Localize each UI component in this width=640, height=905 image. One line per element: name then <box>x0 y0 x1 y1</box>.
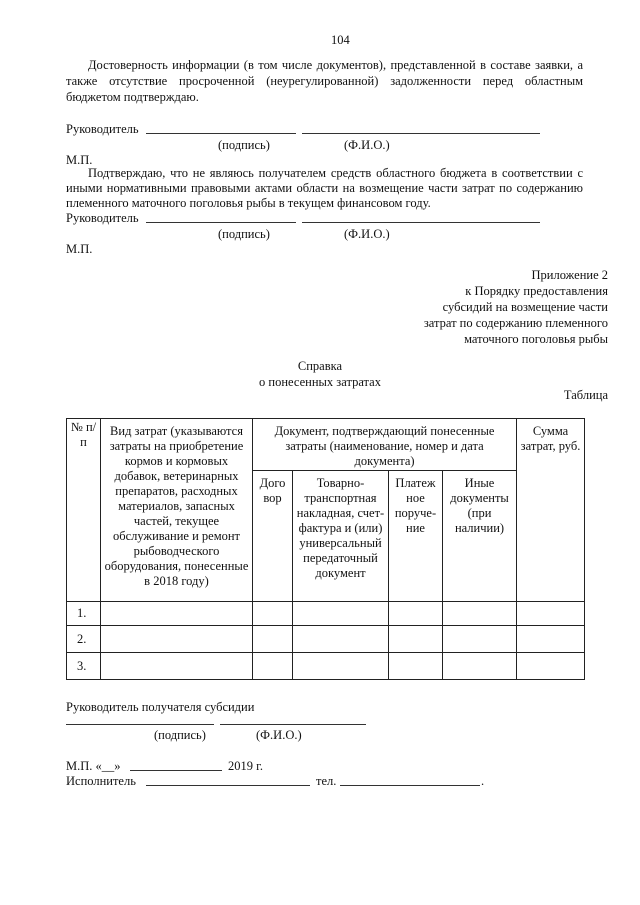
subheader-contract: Дого вор <box>253 471 293 602</box>
paragraph-line: Подтверждаю, что не являюсь получателем средств областного бюджета в соответствии с <box>88 166 583 180</box>
paragraph-line: Достоверность информации (в том числе документов), представленной в составе заявки, а <box>88 58 583 72</box>
table-row <box>67 653 585 680</box>
document-subtitle: о понесенных затратах <box>259 375 381 389</box>
header-document: Документ, подтверждающий понесенные затраты (наименование, номер и дата документа) <box>253 419 517 471</box>
paragraph-line: также отсутствие просроченной (неурегулированной) задолженности перед областным <box>66 74 583 88</box>
table-label: Таблица <box>563 388 608 402</box>
table-row <box>67 602 585 626</box>
executor-line[interactable] <box>146 785 310 786</box>
header-sum: Сумма затрат, руб. <box>517 419 585 602</box>
stamp-place-label: М.П. <box>66 153 93 167</box>
fio-caption: (Ф.И.О.) <box>344 227 390 241</box>
executor-label: Исполнитель <box>66 774 136 788</box>
table-cell[interactable] <box>293 602 389 626</box>
subheader-payment-order: Платеж ное поруче-ние <box>389 471 443 602</box>
end-dot: . <box>481 774 485 788</box>
year-label: 2019 г. <box>228 759 263 773</box>
fio-caption: (Ф.И.О.) <box>256 728 302 742</box>
table-cell[interactable] <box>253 653 293 680</box>
fio-line[interactable] <box>220 724 366 725</box>
paragraph-line: иными нормативными правовыми актами области на возмещение части затрат по содержанию <box>66 181 583 195</box>
table-cell[interactable] <box>253 602 293 626</box>
recipient-head-label: Руководитель получателя субсидии <box>66 700 255 714</box>
stamp-place-label: М.П. <box>66 242 93 256</box>
phone-line[interactable] <box>340 785 480 786</box>
signature-line[interactable] <box>146 222 296 223</box>
phone-label: тел. <box>316 774 337 788</box>
expenses-table <box>66 418 585 680</box>
fio-line[interactable] <box>302 133 540 134</box>
table-cell[interactable] <box>517 653 585 680</box>
signature-head-label: Руководитель <box>66 122 139 136</box>
table-cell[interactable] <box>517 626 585 653</box>
stamp-date-label: М.П. «__» <box>66 759 121 773</box>
signature-line[interactable] <box>66 724 214 725</box>
signature-line[interactable] <box>146 133 296 134</box>
table-cell[interactable] <box>389 653 443 680</box>
table-row <box>67 626 585 653</box>
table-cell[interactable] <box>293 653 389 680</box>
table-cell[interactable] <box>517 602 585 626</box>
fio-line[interactable] <box>302 222 540 223</box>
paragraph-line: бюджетом подтверждаю. <box>66 90 199 104</box>
table-cell[interactable] <box>293 626 389 653</box>
fio-caption: (Ф.И.О.) <box>344 138 390 152</box>
table-cell[interactable] <box>101 653 253 680</box>
appendix-line: маточного поголовья рыбы <box>464 332 608 346</box>
row-number: 2. <box>67 626 101 653</box>
date-line[interactable] <box>130 770 222 771</box>
row-number: 3. <box>67 653 101 680</box>
table-cell[interactable] <box>389 626 443 653</box>
table-cell[interactable] <box>101 626 253 653</box>
appendix-line: Приложение 2 <box>531 268 608 282</box>
table-cell[interactable] <box>389 602 443 626</box>
table-cell[interactable] <box>443 626 517 653</box>
signature-caption: (подпись) <box>218 227 270 241</box>
subheader-waybill: Товарно-транспортная накладная, счет-фактура и (или) универсальный передаточный документ <box>293 471 389 602</box>
page-number: 104 <box>331 33 350 47</box>
table-cell[interactable] <box>253 626 293 653</box>
paragraph-line: племенного маточного поголовья рыбы в текущем финансовом году. <box>66 196 431 210</box>
signature-caption: (подпись) <box>218 138 270 152</box>
header-expense-type: Вид затрат (указываются затраты на приобретение кормов и кормовых добавок, ветеринарных препаратов, расходных материалов, запасных частей, текущее обслуживание и ремонт рыбоводческого оборудования, понесенные в 2018 году) <box>101 419 253 602</box>
subheader-other-docs: Иные документы (при наличии) <box>443 471 517 602</box>
appendix-line: к Порядку предоставления <box>465 284 608 298</box>
table-cell[interactable] <box>443 653 517 680</box>
signature-head-label: Руководитель <box>66 211 139 225</box>
signature-caption: (подпись) <box>154 728 206 742</box>
table-cell[interactable] <box>101 602 253 626</box>
row-number: 1. <box>67 602 101 626</box>
table-cell[interactable] <box>443 602 517 626</box>
document-title: Справка <box>297 359 343 373</box>
appendix-line: затрат по содержанию племенного <box>423 316 608 330</box>
header-number: № п/п <box>67 419 101 602</box>
appendix-line: субсидий на возмещение части <box>442 300 608 314</box>
